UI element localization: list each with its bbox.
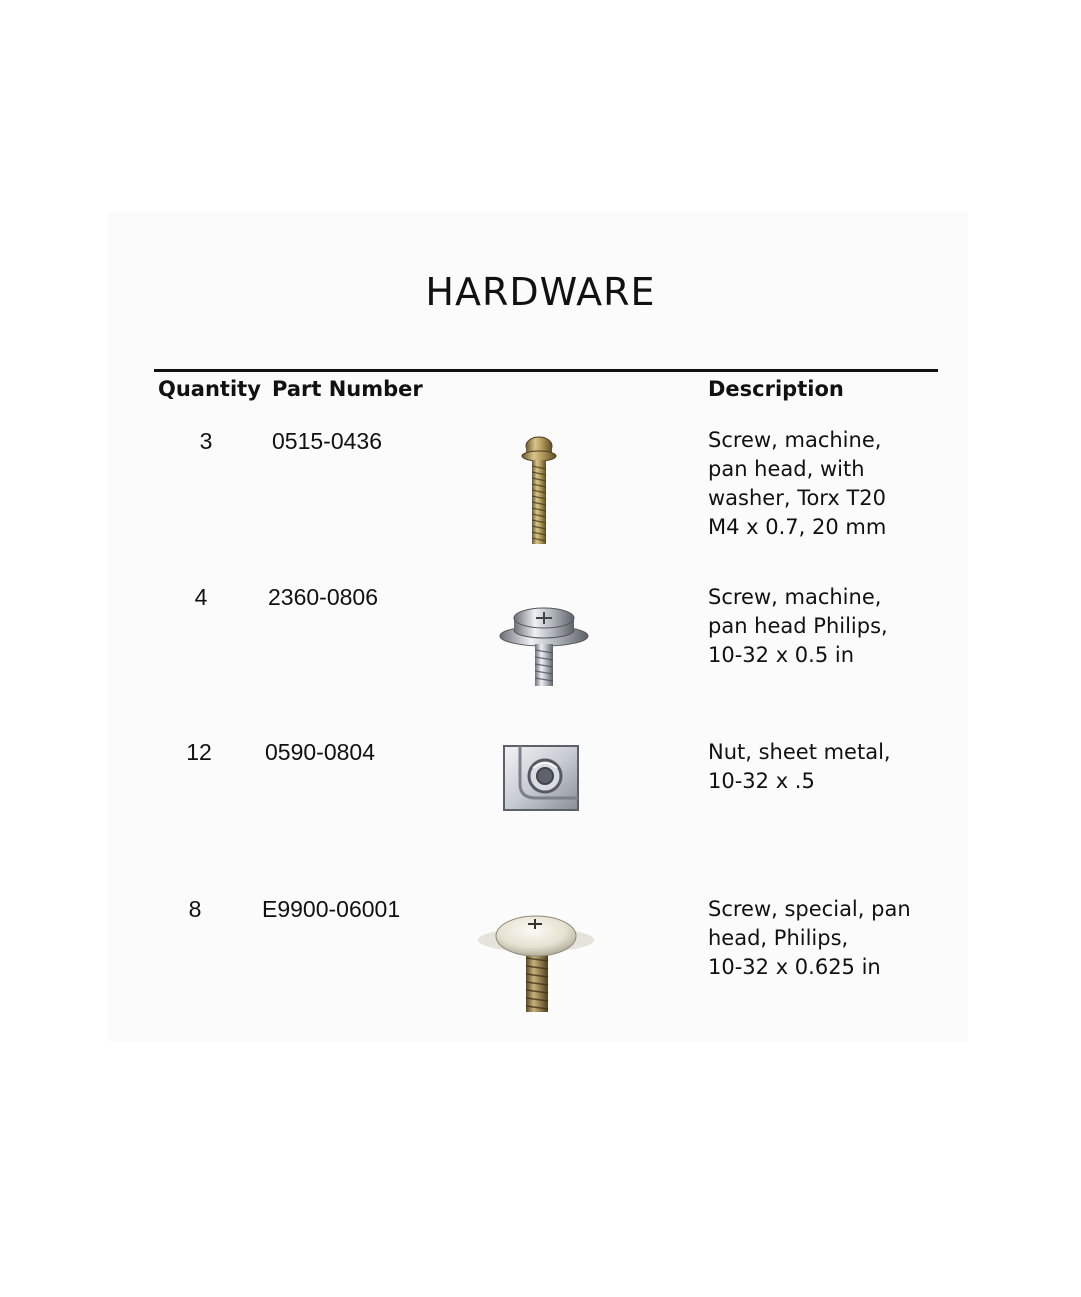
row-part-number: 0515-0436 — [272, 428, 382, 454]
description-line: 10-32 x 0.5 in — [708, 643, 855, 667]
quantity-header: Quantity — [158, 377, 261, 401]
row-description — [708, 738, 938, 796]
row-part-number: 2360-0806 — [268, 584, 378, 610]
part-number-header: Part Number — [272, 377, 423, 401]
row-quantity: 4 — [194, 584, 208, 610]
philips-screw-image — [497, 606, 591, 690]
description-line: Nut, sheet metal, — [708, 740, 891, 764]
clip-nut-image — [502, 744, 580, 812]
row-quantity: 8 — [188, 896, 202, 922]
row-description — [708, 583, 938, 670]
row-quantity: 3 — [199, 428, 213, 454]
page-title: HARDWARE — [425, 270, 656, 314]
description-line: M4 x 0.7, 20 mm — [708, 515, 887, 539]
description-line: 10-32 x .5 — [708, 769, 815, 793]
description-line: pan head, with — [708, 457, 865, 481]
header-rule — [154, 369, 938, 372]
row-quantity: 12 — [186, 739, 212, 765]
row-description — [708, 426, 938, 542]
torx-screw-image — [515, 432, 563, 550]
description-line: Screw, machine, — [708, 585, 882, 609]
description-line: head, Philips, — [708, 926, 849, 950]
special-screw-image — [476, 912, 596, 1016]
description-line: pan head Philips, — [708, 614, 888, 638]
description-header: Description — [708, 377, 844, 401]
description-line: washer, Torx T20 — [708, 486, 887, 510]
row-part-number: E9900-06001 — [262, 896, 401, 922]
row-description — [708, 895, 938, 982]
description-line: 10-32 x 0.625 in — [708, 955, 881, 979]
description-line: Screw, machine, — [708, 428, 882, 452]
description-line: Screw, special, pan — [708, 897, 911, 921]
row-part-number: 0590-0804 — [265, 739, 375, 765]
